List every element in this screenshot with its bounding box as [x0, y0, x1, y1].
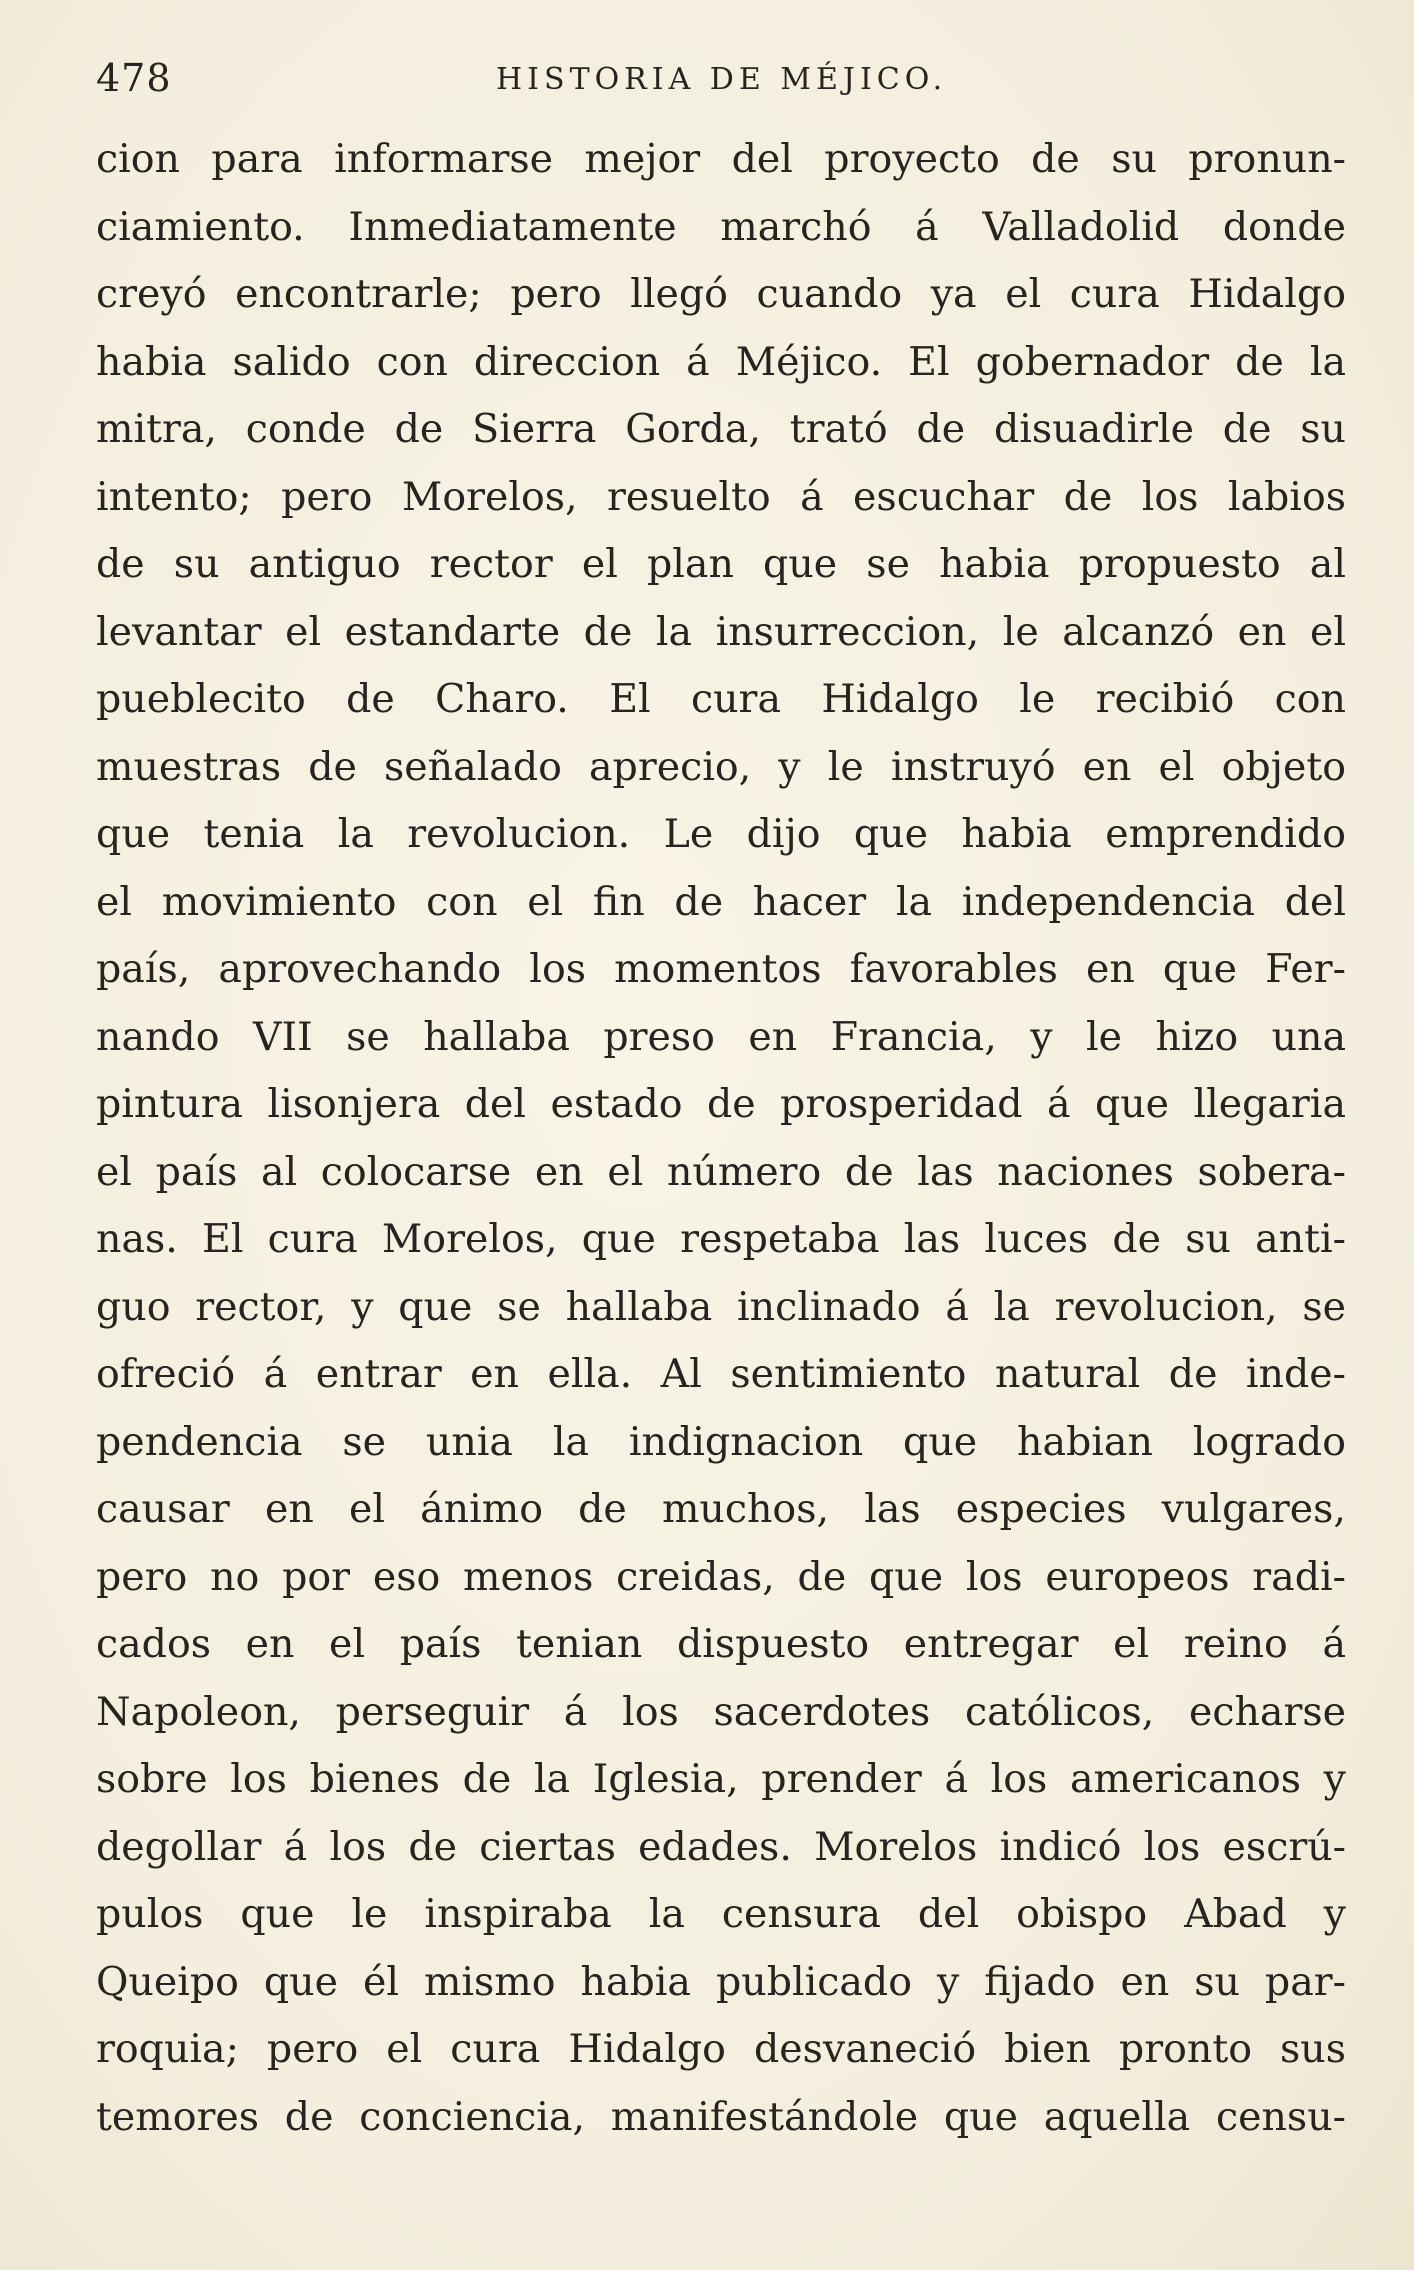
page-header	[96, 56, 1336, 116]
text-line: ciamiento. Inmediatamente marchó á Valladolid donde	[96, 203, 1346, 250]
text-line: el movimiento con el fin de hacer la independencia del	[96, 878, 1346, 925]
text-line: nas. El cura Morelos, que respetaba las luces de su anti-	[96, 1216, 1346, 1262]
text-line: país, aprovechando los momentos favorables en que Fer-	[96, 946, 1346, 992]
running-title: HISTORIA DE MÉJICO.	[496, 62, 948, 97]
text-line: pendencia se unia la indignacion que habian logrado	[96, 1418, 1346, 1465]
text-line: pero no por eso menos creidas, de que los europeos radi-	[96, 1553, 1346, 1600]
text-line: cados en el país tenian dispuesto entregar el reino á	[96, 1621, 1346, 1667]
text-line: creyó encontrarle; pero llegó cuando ya el cura Hidalgo	[96, 271, 1346, 317]
text-line: Napoleon, perseguir á los sacerdotes católicos, echarse	[96, 1688, 1346, 1735]
text-line: de su antiguo rector el plan que se habia propuesto al	[96, 541, 1346, 587]
text-line: habia salido con direccion á Méjico. El gobernador de la	[96, 338, 1346, 385]
text-line: que tenia la revolucion. Le dijo que habia emprendido	[96, 811, 1346, 857]
page-number: 478	[96, 56, 172, 100]
text-line: pintura lisonjera del estado de prosperidad á que llegaria	[96, 1081, 1346, 1127]
text-line: Queipo que él mismo habia publicado y fijado en su par-	[96, 1958, 1346, 2005]
text-line: cion para informarse mejor del proyecto de su pronun-	[96, 136, 1346, 182]
text-line: nando VII se hallaba preso en Francia, y le hizo una	[96, 1013, 1346, 1060]
text-line: mitra, conde de Sierra Gorda, trató de disuadirle de su	[96, 406, 1346, 452]
text-line: temores de conciencia, manifestándole que aquella censu-	[96, 2093, 1346, 2140]
text-line: ofreció á entrar en ella. Al sentimiento natural de inde-	[96, 1351, 1346, 1397]
body-text	[96, 126, 1346, 2151]
text-line: degollar á los de ciertas edades. Morelos indicó los escrú-	[96, 1823, 1346, 1870]
text-line: sobre los bienes de la Iglesia, prender á los americanos y	[96, 1756, 1346, 1802]
text-line: intento; pero Morelos, resuelto á escuchar de los labios	[96, 473, 1346, 520]
text-line: muestras de señalado aprecio, y le instruyó en el objeto	[96, 743, 1346, 790]
text-line: pulos que le inspiraba la censura del obispo Abad y	[96, 1891, 1346, 1937]
text-line: el país al colocarse en el número de las naciones sobera-	[96, 1148, 1346, 1195]
text-line: guo rector, y que se hallaba inclinado á la revolucion, se	[96, 1283, 1346, 1330]
text-line: roquia; pero el cura Hidalgo desvaneció bien pronto sus	[96, 2026, 1346, 2072]
text-line: causar en el ánimo de muchos, las especies vulgares,	[96, 1486, 1346, 1532]
text-line: levantar el estandarte de la insurreccion, le alcanzó en el	[96, 608, 1346, 655]
text-line: pueblecito de Charo. El cura Hidalgo le recibió con	[96, 676, 1346, 722]
